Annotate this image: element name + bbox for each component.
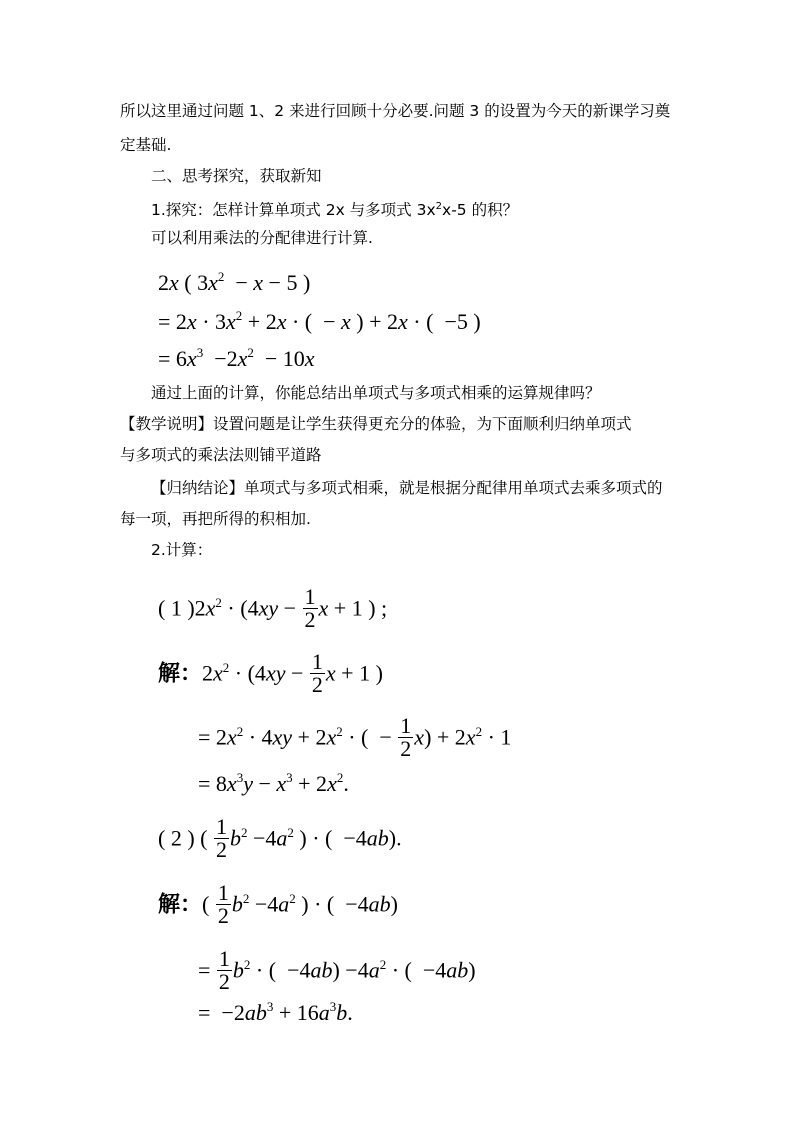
teach-note-line2: 与多项式的乘法法则铺平道路 <box>120 446 322 464</box>
conclusion-line1: 【归纳结论】单项式与多项式相乘，就是根据分配律用单项式去乘多项式的 <box>151 479 663 497</box>
teach-note-line1: 【教学说明】设置问题是让学生获得更充分的体验，为下面顺利归纳单项式 <box>120 415 632 433</box>
conclusion-line2: 每一项，再把所得的积相加. <box>120 510 311 528</box>
explore-question-sup: 2 <box>435 201 443 212</box>
solution-label: 解： <box>158 892 203 918</box>
question-after: 通过上面的计算，你能总结出单项式与多项式相乘的运算规律吗？ <box>151 384 601 402</box>
explore-method: 可以利用乘法的分配律进行计算. <box>151 229 373 247</box>
explore-question <box>151 197 518 220</box>
solution-1-line3: = $8x^3y - x^3 + 2x^2$. <box>198 770 349 796</box>
fraction-half: $\frac{1}{2}$ <box>304 584 316 632</box>
fraction-half: $\frac{1}{2}$ <box>400 713 412 761</box>
solution-label: 解： <box>158 661 203 687</box>
explore-question-b: x-5 的积？ <box>442 201 519 220</box>
solution-1-line2: = $2x^2 \cdot 4xy + 2x^2$ · ( − $\frac{1}{2}$ $x) + 2x^2 \cdot 1$ <box>198 713 512 761</box>
para1-line1: 所以这里通过问题 1、2 来进行回顾十分必要.问题 3 的设置为今天的新课学习奠 <box>120 102 671 120</box>
math-line-3: = $6x^3 -2x^2 - 10x$ <box>158 345 315 371</box>
calc-title: 2.计算： <box>151 541 213 559</box>
math-line-2: = $2x \cdot 3x^2 + 2x$ · ( − x ) + 2x · ( −5 ) <box>158 308 481 334</box>
problem-1: ( 1 )$2x^2 \cdot (4xy$ − $\frac{1}{2}$ x + 1 ) ; <box>158 584 388 632</box>
explore-question-a: 1.探究：怎样计算单项式 2x 与多项式 3x <box>151 201 436 220</box>
solution-2-line1: 解：( $\frac{1}{2}$ $b^2 -4a^2$ ) · ( −4ab) <box>158 880 398 928</box>
problem-2: ( 2 ) ( $\frac{1}{2}$ $b^2 -4a^2$ ) · ( −4ab). <box>158 814 402 862</box>
solution-1-line1: 解：$2x^2 \cdot (4xy$ − $\frac{1}{2}$ x + 1 ) <box>158 649 383 697</box>
solution-2-line3: = $-2ab^3 + 16a^3b$. <box>198 999 353 1025</box>
section2-title: 二、思考探究，获取新知 <box>151 167 322 185</box>
fraction-half: $\frac{1}{2}$ <box>217 880 229 928</box>
math-line-1: 2x ( $3x^2 - x - 5$ ) <box>158 269 311 295</box>
solution-2-line2: = $\frac{1}{2}$ $b^2$ · ( $-4ab) -4a^2$ · ( −4ab) <box>198 946 476 994</box>
para1-line2: 定基础. <box>120 136 172 154</box>
fraction-half: $\frac{1}{2}$ <box>311 649 323 697</box>
fraction-half: $\frac{1}{2}$ <box>218 946 230 994</box>
fraction-half: $\frac{1}{2}$ <box>215 814 227 862</box>
